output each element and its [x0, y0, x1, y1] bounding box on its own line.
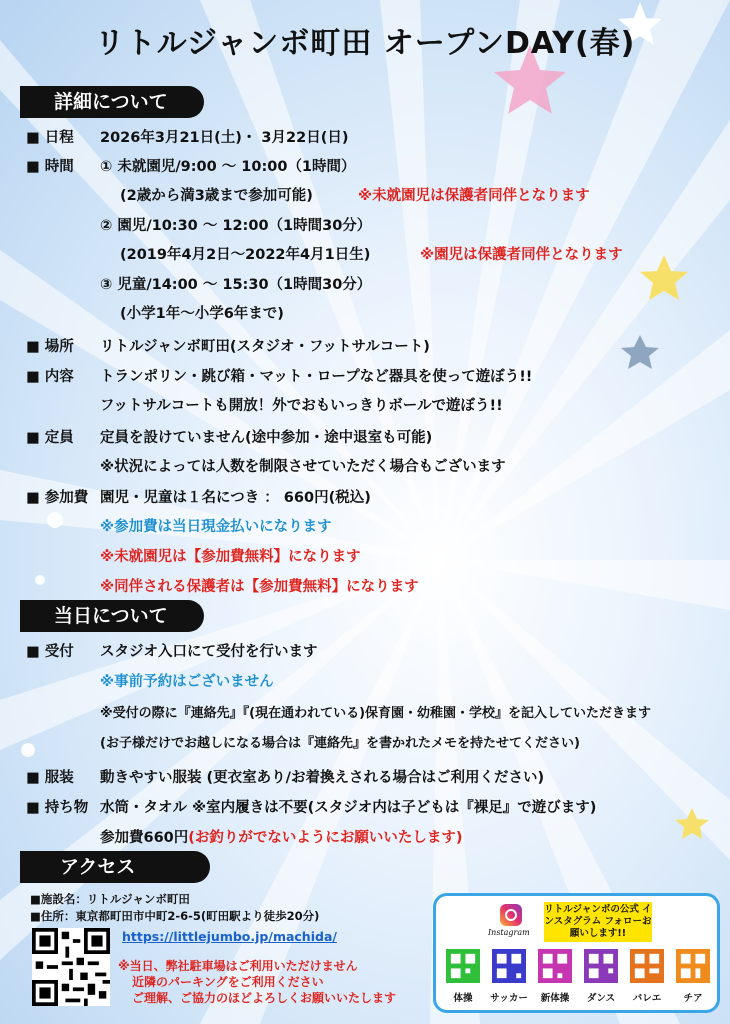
fee-note-2: ※未就園児は【参加費無料】になります	[100, 549, 361, 565]
reception-detail-1: ※受付の際に『連絡先』『(現在通われている)保育園・幼稚園・学校』を記入していただきます	[100, 706, 652, 721]
reception-detail-2: (お子様だけでお越しになる場合は『連絡先』を書かれたメモを持たせてください)	[100, 736, 580, 751]
capacity-line-2: ※状況によっては人数を制限させていただく場合もございます	[100, 459, 506, 475]
section-header-details: 詳細について	[20, 86, 204, 118]
fee-label: ■ 参加費	[26, 490, 89, 506]
instagram-panel	[433, 893, 720, 1013]
time-slot-3: ③ 児童/14:00 〜 15:30（1時間30分）	[100, 277, 372, 293]
place-value: リトルジャンボ町田(スタジオ・フットサルコート)	[100, 339, 430, 355]
facility-address: ■住所：東京都町田市中町2-6-5(町田駅より徒歩20分)	[30, 909, 320, 923]
content-line-1: トランポリン・跳び箱・マット・ロープなど器具を使って遊ぼう!!	[100, 369, 533, 385]
items-fee-note: (お釣りがでないようにお願いいたします)	[188, 830, 463, 846]
capacity-label: ■ 定員	[26, 430, 74, 446]
items-fee	[100, 826, 463, 847]
instagram-wordmark: Instagram	[488, 928, 530, 937]
website-qr-code	[32, 928, 110, 1006]
time-label: ■ 時間	[26, 159, 74, 175]
parking-note-2: 近隣のパーキングをご利用ください	[132, 975, 324, 989]
content-label: ■ 内容	[26, 369, 74, 385]
instagram-caption-dance: ダンス	[586, 993, 616, 1004]
time-slot-1: ① 未就園児/9:00 〜 10:00（1時間）	[100, 159, 356, 175]
instagram-qr-rhythmic[interactable]	[538, 949, 572, 983]
instagram-qr-ballet[interactable]	[630, 949, 664, 983]
instagram-caption-soccer: サッカー	[490, 993, 528, 1004]
fee-note-3: ※同伴される保護者は【参加費無料】になります	[100, 579, 419, 595]
capacity-line-1: 定員を設けていません(途中参加・途中退室も可能)	[100, 430, 433, 446]
time-slot-2-age: (2019年4月2日〜2022年4月1日生)	[120, 247, 371, 263]
schedule-label: ■ 日程	[26, 130, 74, 146]
reception-label: ■ 受付	[26, 644, 74, 660]
content-line-2: フットサルコートも開放！外でおもいっきりボールで遊ぼう!!	[100, 398, 503, 414]
items-fee-amount: 参加費660円	[100, 830, 189, 846]
section-header-day-of: 当日について	[20, 600, 204, 632]
instagram-icon[interactable]	[500, 904, 522, 926]
instagram-caption-taiso: 体操	[453, 993, 473, 1004]
clothes-label: ■ 服装	[26, 770, 74, 786]
facility-name: ■施設名：リトルジャンボ町田	[30, 892, 190, 906]
items-label: ■ 持ち物	[26, 800, 89, 816]
instagram-caption-rhythmic: 新体操	[540, 993, 570, 1004]
section-header-access: アクセス	[20, 851, 210, 883]
instagram-follow-label: リトルジャンボの公式 インスタグラム フォローお願いします!!	[544, 902, 652, 942]
clothes-value: 動きやすい服装 (更衣室あり/お着換えされる場合はご利用ください)	[100, 770, 545, 786]
parking-note-3: ご理解、ご協力のほどよろしくお願いいたします	[132, 991, 397, 1005]
time-slot-1-note: ※未就園児は保護者同伴となります	[358, 188, 590, 204]
instagram-qr-taiso[interactable]	[446, 949, 480, 983]
page-title: リトルジャンボ町田 オープンDAY(春)	[94, 26, 636, 61]
instagram-caption-cheer: チア	[683, 993, 703, 1004]
instagram-qr-dance[interactable]	[584, 949, 618, 983]
schedule-value: 2026年3月21日(土)・ 3月22日(日)	[100, 130, 349, 146]
instagram-caption-ballet: バレエ	[632, 993, 662, 1004]
time-slot-2: ② 園児/10:30 〜 12:00（1時間30分）	[100, 218, 372, 234]
items-value: 水筒・タオル ※室内履きは不要(スタジオ内は子どもは『裸足』で遊びます)	[100, 800, 597, 816]
fee-value: 園児・児童は１名につき ： 660円(税込)	[100, 490, 371, 506]
reception-note: ※事前予約はございません	[100, 674, 274, 690]
reception-value: スタジオ入口にて受付を行います	[100, 644, 318, 660]
fee-note-1: ※参加費は当日現金払いになります	[100, 519, 332, 535]
parking-note-1: ※当日、弊社駐車場はご利用いただけません	[118, 959, 358, 973]
instagram-qr-soccer[interactable]	[492, 949, 526, 983]
time-slot-1-age: (2歳から満3歳まで参加可能)	[120, 188, 313, 204]
website-link[interactable]: https://littlejumbo.jp/machida/	[122, 929, 337, 944]
instagram-qr-cheer[interactable]	[676, 949, 710, 983]
place-label: ■ 場所	[26, 339, 74, 355]
time-slot-3-age: (小学1年〜小学6年まで)	[120, 306, 284, 322]
time-slot-2-note: ※園児は保護者同伴となります	[420, 247, 623, 263]
